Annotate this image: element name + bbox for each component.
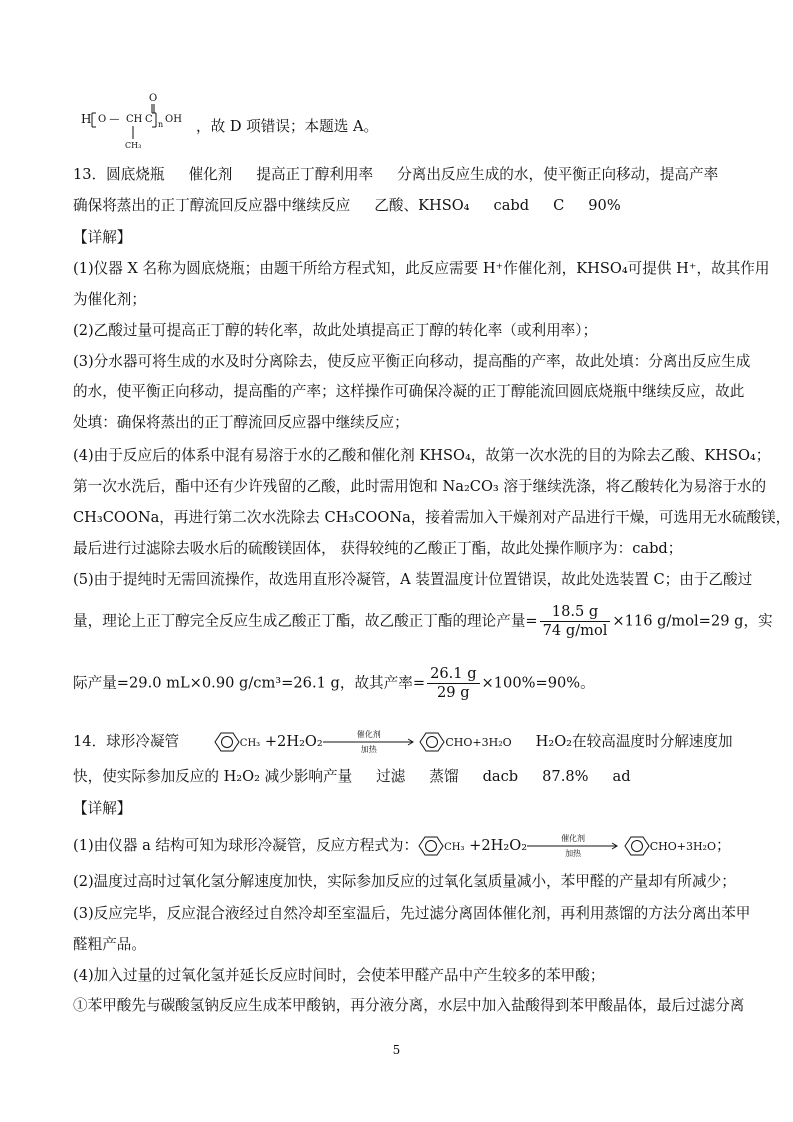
fraction-denominator: 74 g/mol [542, 622, 608, 639]
polymer-oh: OH [165, 114, 182, 125]
para-5-line-b [73, 603, 773, 640]
q13-answer-6: 乙酸、KHSO₄ [374, 197, 470, 214]
reason-1-text: (1)由仪器 a 结构可知为球形冷凝管，反应方程式为： [73, 837, 419, 854]
benzene-ring-icon [418, 835, 444, 857]
detail-heading-14: 【详解】 [73, 800, 132, 817]
benzene-ring-icon [419, 731, 445, 753]
reason-1 [73, 835, 731, 858]
page-number: 5 [392, 1043, 401, 1057]
r1-heat-label: 加热 [565, 849, 582, 858]
q14-answer-7: 87.8% [542, 768, 589, 785]
q14-answer-line-2 [73, 767, 631, 787]
q13-answer-line-2 [73, 196, 621, 216]
q13-answer-line-1 [73, 165, 718, 185]
q13-number: 13． [73, 166, 107, 183]
para-4-line-b: 第一次水洗后，酯中还有少许残留的乙酸，此时需用饱和 Na₂CO₃ 溶于继续洗涤，将乙酸转化为易溶于水的 [73, 478, 767, 495]
rxn-product: CHO+3H₂O [445, 736, 512, 749]
r1-catalyst-label: 催化剂 [561, 834, 586, 843]
para-3-line-c: 处填：确保将蒸出的正丁醇流回反应器中继续反应； [73, 414, 409, 431]
q14-answer-6: dacb [482, 768, 519, 785]
para-5b-text: 量，理论上正丁醇完全反应生成乙酸正丁酯，故乙酸正丁酯的理论产量= [73, 612, 538, 630]
reason-4: (4)加入过量的过氧化氢并延长反应时间时，会使苯甲醛产品中产生较多的苯甲酸； [73, 967, 605, 984]
q14-answer-3b: 快，使实际参加反应的 H₂O₂ 减少影响产量 [73, 768, 353, 785]
para-4-line-c: CH₃COONa，再进行第二次水洗除去 CH₃COONa，接着需加入干燥剂对产品进行干燥，可选用无水硫酸镁， [73, 509, 791, 526]
q13-answer-4: 分离出反应生成的水，使平衡正向移动，提高产率 [397, 166, 719, 183]
polymer-c: C [145, 114, 153, 125]
polymer-structure [73, 93, 193, 157]
r1-reactant-h2o2: +2H₂O₂ [469, 837, 528, 854]
q14-answer-3: H₂O₂在较高温度时分解速度加 [535, 733, 733, 750]
para-3-line-b: 的水，使平衡正向移动，提高酯的产率；这样操作可确保冷凝的正丁醇能流回圆底烧瓶中继续反应，故此 [73, 383, 745, 400]
rxn-catalyst-label: 催化剂 [356, 730, 381, 739]
para-4-line-a: (4)由于反应后的体系中混有易溶于水的乙酸和催化剂 KHSO₄，故第一次水洗的目的为除去乙酸、KHSO₄； [73, 447, 771, 464]
polymer-o-bond: O — [98, 114, 120, 125]
q13-answer-3: 提高正丁醇利用率 [256, 166, 374, 183]
benzene-ring-icon [214, 731, 240, 753]
rxn-reactant-ch3: CH₃ [239, 738, 261, 749]
para-3-line-a: (3)分水器可将生成的水及时分离除去，使反应平衡正向移动，提高酯的产率，故此处填：分离出反应生成 [73, 353, 751, 370]
reason-3-line-b: 醛粗产品。 [73, 936, 146, 953]
r1-product: CHO+3H₂O [649, 840, 716, 853]
q14-answer-4: 过滤 [376, 768, 406, 785]
polymer-h: H [81, 112, 92, 126]
para-5-line-c [73, 665, 595, 702]
q13-answer-1: 圆底烧瓶 [106, 166, 165, 183]
para-5c-tail: ×100%=90%。 [481, 674, 595, 692]
q14-answer-1: 球形冷凝管 [106, 733, 180, 750]
rxn-heat-label: 加热 [360, 745, 377, 754]
answer-12-tail: ，故 D 项错误；本题选 A。 [196, 118, 379, 135]
reason-3-line-a: (3)反应完毕，反应混合液经过自然冷却至室温后，先过滤分离固体催化剂，再利用蒸馏的方法分离出苯甲 [73, 905, 751, 922]
fraction-numerator: 26.1 g [427, 665, 479, 684]
reaction-arrow [527, 836, 619, 856]
q14-answer-line-1 [73, 731, 733, 754]
para-5c-text: 际产量=29.0 mL×0.90 g/cm³=26.1 g，故其产率= [73, 674, 426, 692]
q13-answer-8: C [553, 197, 565, 214]
q14-number: 14． [73, 733, 107, 750]
reaction-arrow [323, 732, 415, 752]
reason-2: (2)温度过高时过氧化氢分解速度加快，实际参加反应的过氧化氢质量减小，苯甲醛的产量却有所减少； [73, 873, 736, 890]
q14-answer-8: ad [612, 768, 631, 785]
para-2: (2)乙酸过量可提高正丁醇的转化率，故此处填提高正丁醇的转化率（或利用率）； [73, 322, 598, 339]
q13-answer-2: 催化剂 [188, 166, 233, 183]
benzene-ring-icon [624, 835, 650, 857]
para-1-line-a: (1)仪器 X 名称为圆底烧瓶；由题干所给方程式知，此反应需要 H⁺作催化剂，KHSO₄可提供 H⁺，故其作用 [73, 260, 770, 277]
q14-answer-5: 蒸馏 [429, 768, 459, 785]
fraction-numerator: 18.5 g [540, 603, 611, 622]
detail-heading-13: 【详解】 [73, 229, 132, 246]
para-5b-tail: ×116 g/mol=29 g，实 [612, 612, 773, 630]
q13-answer-9: 90% [588, 197, 621, 214]
para-4-line-d: 最后进行过滤除去吸水后的硫酸镁固体， 获得较纯的乙酸正丁酯，故此处操作顺序为：cabd； [73, 540, 683, 557]
polymer-ch: CH [126, 114, 143, 125]
fraction-theoretical-yield [540, 603, 611, 640]
reason-5: ①苯甲酸先与碳酸氢钠反应生成苯甲酸钠，再分液分离，水层中加入盐酸得到苯甲酸晶体，最后过滤分离 [73, 997, 745, 1014]
fraction-denominator: 29 g [437, 684, 470, 701]
para-5-line-a: (5)由于提纯时无需回流操作，故选用直形冷凝管，A 装置温度计位置错误，故此处选装置 C；由于乙酸过 [73, 571, 753, 588]
r1-end: ； [715, 837, 731, 854]
polymer-ch3: CH₃ [125, 141, 142, 150]
polymer-o-top: O [149, 93, 158, 104]
q13-answer-7: cabd [493, 197, 530, 214]
q13-answer-5: 确保将蒸出的正丁醇流回反应器中继续反应 [73, 197, 351, 214]
rxn-reactant-h2o2: +2H₂O₂ [264, 733, 323, 750]
fraction-yield [427, 665, 479, 702]
polymer-n: n [158, 120, 164, 129]
r1-reactant-ch3: CH₃ [444, 842, 465, 853]
para-1-line-b: 为催化剂； [73, 291, 146, 308]
